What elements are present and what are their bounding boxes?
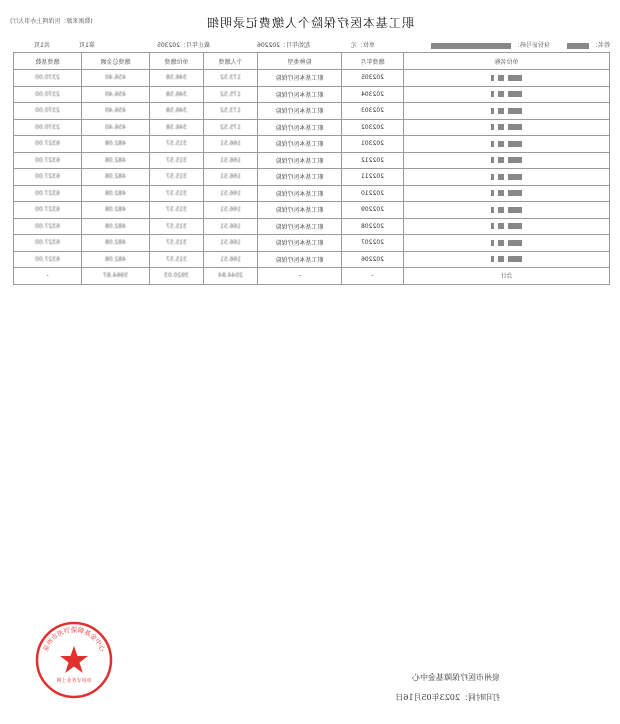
cell-period: 202208: [342, 218, 404, 235]
header-total: 缴费总金额: [82, 53, 150, 70]
cell-base: 2370.00: [14, 103, 82, 120]
table-row: [14, 185, 610, 202]
unit-name-redacted: [404, 136, 610, 153]
name-redaction: [567, 43, 589, 49]
cell-base: 6327.00: [14, 152, 82, 169]
cell-total: 482.08: [82, 202, 150, 219]
cell-unit: 315.57: [150, 169, 204, 186]
header-personal: 个人缴费: [204, 53, 258, 70]
cell-personal: 166.51: [204, 235, 258, 252]
cell-base: 6327.00: [14, 235, 82, 252]
seal-graphic: [34, 620, 114, 700]
cell-total: 482.08: [82, 251, 150, 268]
cell-base: 6327.00: [14, 218, 82, 235]
total-amount: 5964.87: [82, 268, 150, 285]
total-base: -: [14, 268, 82, 285]
cell-total: 482.08: [82, 185, 150, 202]
cell-base: 2370.00: [14, 119, 82, 136]
payment-records-table: [13, 52, 610, 285]
table-row: [14, 202, 610, 219]
cell-personal: 166.51: [204, 202, 258, 219]
cell-total: 482.08: [82, 218, 150, 235]
table-row: [14, 169, 610, 186]
seal-inner-text: 网上业务专用章: [56, 678, 92, 684]
table-row: [14, 218, 610, 235]
cell-period: 202212: [342, 152, 404, 169]
document-footer: [395, 668, 500, 708]
cell-base: 6327.00: [14, 136, 82, 153]
cell-base: 6327.00: [14, 185, 82, 202]
cell-base: 6327.00: [14, 202, 82, 219]
table-row: [14, 86, 610, 103]
cell-period: 202207: [342, 235, 404, 252]
unit-name-redacted: [404, 119, 610, 136]
total-period: -: [342, 268, 404, 285]
cell-unit: 315.57: [150, 152, 204, 169]
table-row: [14, 136, 610, 153]
page-count: 共1页: [34, 42, 50, 49]
cell-insurance: 职工基本医疗保险: [258, 152, 342, 169]
unit-name-redacted: [404, 86, 610, 103]
table-row: [14, 119, 610, 136]
header-period: 缴费年月: [342, 53, 404, 70]
cell-base: 2370.00: [14, 86, 82, 103]
cell-unit: 315.57: [150, 185, 204, 202]
header-base: 缴费基数: [14, 53, 82, 70]
cell-insurance: 职工基本医疗保险: [258, 185, 342, 202]
cell-total: 482.08: [82, 235, 150, 252]
print-date: 打印时间：2023年05月16日: [395, 693, 500, 702]
cell-period: 202304: [342, 86, 404, 103]
table-header-row: [14, 53, 610, 70]
table-row: [14, 103, 610, 120]
cell-unit: 315.57: [150, 218, 204, 235]
start-period: 起始年月：202206: [257, 42, 310, 49]
cell-period: 202209: [342, 202, 404, 219]
table-row: [14, 70, 610, 87]
unit-name-redacted: [404, 103, 610, 120]
table-row: [14, 251, 610, 268]
cell-unit: 346.58: [150, 70, 204, 87]
cell-personal: 166.51: [204, 218, 258, 235]
cell-unit: 315.57: [150, 202, 204, 219]
name-field: [566, 40, 610, 49]
cell-unit: 315.57: [150, 251, 204, 268]
table-row: [14, 235, 610, 252]
cell-period: 202211: [342, 169, 404, 186]
cell-insurance: 职工基本医疗保险: [258, 218, 342, 235]
unit-name-redacted: [404, 152, 610, 169]
seal-outer-text: 泉州市医疗保障基金中心: [41, 626, 107, 653]
document-meta-row: [10, 40, 610, 52]
cell-total: 456.40: [82, 103, 150, 120]
unit-label: 单位：元: [350, 42, 375, 49]
unit-name-redacted: [404, 251, 610, 268]
cell-personal: 175.52: [204, 119, 258, 136]
cell-personal: 166.51: [204, 169, 258, 186]
cell-total: 456.40: [82, 86, 150, 103]
header-insurance-type: 险种类型: [258, 53, 342, 70]
cell-total: 456.40: [82, 119, 150, 136]
document-title: 职工基本医疗保险个人缴费记录明细: [206, 16, 415, 30]
data-source-note: (数据来源：医保网上办事大厅): [10, 18, 93, 25]
issuing-center: 泉州市医疗保障基金中心: [412, 673, 500, 682]
total-unit: 3920.03: [150, 268, 204, 285]
total-insurance: -: [258, 268, 342, 285]
end-period: 截止年月：202305: [157, 42, 210, 49]
name-label: 姓名：: [591, 42, 610, 49]
cell-personal: 166.51: [204, 251, 258, 268]
cell-personal: 166.51: [204, 136, 258, 153]
total-row: [14, 268, 610, 285]
table-row: [14, 152, 610, 169]
cell-insurance: 职工基本医疗保险: [258, 251, 342, 268]
cell-insurance: 职工基本医疗保险: [258, 119, 342, 136]
cell-insurance: 职工基本医疗保险: [258, 169, 342, 186]
cell-personal: 166.51: [204, 185, 258, 202]
unit-name-redacted: [404, 218, 610, 235]
cell-total: 482.08: [82, 152, 150, 169]
cell-period: 202210: [342, 185, 404, 202]
id-redaction: [431, 43, 511, 49]
cell-insurance: 职工基本医疗保险: [258, 136, 342, 153]
total-personal: 2044.84: [204, 268, 258, 285]
unit-name-redacted: [404, 202, 610, 219]
cell-base: 6327.00: [14, 169, 82, 186]
total-label: 合计: [404, 268, 610, 285]
cell-period: 202206: [342, 251, 404, 268]
cell-period: 202302: [342, 119, 404, 136]
cell-total: 456.40: [82, 70, 150, 87]
cell-insurance: 职工基本医疗保险: [258, 235, 342, 252]
cell-base: 2370.00: [14, 70, 82, 87]
cell-unit: 346.58: [150, 103, 204, 120]
id-label: 身份证号码：: [513, 42, 550, 49]
official-seal: [34, 620, 114, 700]
cell-personal: 175.52: [204, 86, 258, 103]
unit-name-redacted: [404, 169, 610, 186]
cell-personal: 173.52: [204, 103, 258, 120]
cell-unit: 346.58: [150, 86, 204, 103]
header-unit-name: 单位名称: [404, 53, 610, 70]
unit-name-redacted: [404, 235, 610, 252]
cell-period: 202301: [342, 136, 404, 153]
header-unit-pay: 单位缴费: [150, 53, 204, 70]
cell-unit: 315.57: [150, 235, 204, 252]
unit-name-redacted: [404, 185, 610, 202]
cell-insurance: 职工基本医疗保险: [258, 70, 342, 87]
cell-insurance: 职工基本医疗保险: [258, 86, 342, 103]
cell-insurance: 职工基本医疗保险: [258, 202, 342, 219]
page-number: 第1页: [79, 42, 95, 49]
cell-unit: 315.57: [150, 136, 204, 153]
cell-total: 482.08: [82, 136, 150, 153]
cell-unit: 346.58: [150, 119, 204, 136]
cell-personal: 173.52: [204, 70, 258, 87]
cell-period: 202303: [342, 103, 404, 120]
cell-insurance: 职工基本医疗保险: [258, 103, 342, 120]
cell-base: 6327.00: [14, 251, 82, 268]
unit-name-redacted: [404, 70, 610, 87]
seal-star-icon: [60, 646, 88, 673]
cell-personal: 166.51: [204, 152, 258, 169]
cell-period: 202305: [342, 70, 404, 87]
id-field: [430, 40, 550, 49]
cell-total: 482.08: [82, 169, 150, 186]
